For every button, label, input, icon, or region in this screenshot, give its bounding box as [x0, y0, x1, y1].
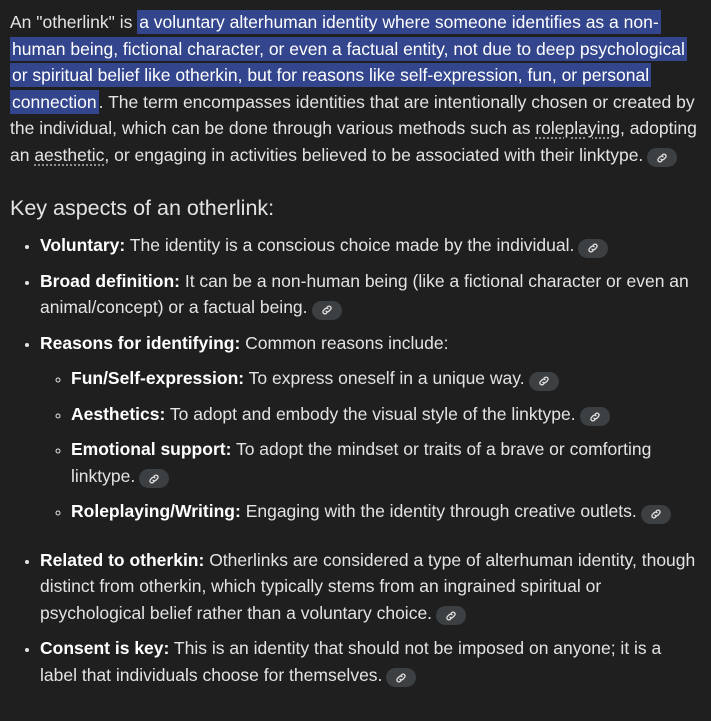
list-item-broad-definition [40, 268, 701, 321]
link-icon [321, 304, 333, 316]
list-item-emotional-support [71, 436, 701, 489]
source-link-button[interactable] [580, 407, 610, 426]
aspect-text: It can be a non-human being (like a fictional character or even an animal/concept) or a factual being. [40, 270, 689, 317]
source-link-button[interactable] [529, 372, 559, 391]
source-link-button[interactable] [641, 505, 671, 524]
list-item-reasons [40, 330, 701, 525]
aspect-term: Reasons for identifying: [40, 332, 241, 353]
aspect-text: This is an identity that should not be imposed on anyone; it is a label that individuals choose for themselves. [40, 638, 662, 685]
source-link-button[interactable] [647, 148, 677, 167]
aspect-term: Broad definition: [40, 270, 180, 291]
reason-term: Aesthetics: [71, 403, 166, 424]
link-icon [650, 508, 662, 520]
list-item-fun [71, 365, 701, 392]
reasons-sublist [40, 365, 701, 525]
link-icon [589, 411, 601, 423]
aspect-term: Voluntary: [40, 235, 126, 255]
aspect-text: The identity is a conscious choice made by the individual. [125, 235, 575, 255]
reason-text: To adopt the mindset or traits of a brave or comforting linktype. [71, 439, 652, 486]
source-link-button[interactable] [436, 606, 466, 625]
link-icon [538, 375, 550, 387]
aspect-text: Otherlinks are considered a type of alterhuman identity, though distinct from otherkin, which typically stems from an ingrained spiritual or psychological belief rather than a voluntary choice. [40, 549, 696, 623]
aspects-list [10, 232, 701, 688]
link-icon [395, 672, 407, 684]
intro-end: , or engaging in activities believed to be associated with their linktype. [104, 144, 644, 165]
reason-text: To express oneself in a unique way. [244, 368, 525, 388]
reason-text: To adopt and embody the visual style of the linktype. [165, 403, 576, 424]
section-heading: Key aspects of an otherlink: [10, 196, 275, 220]
list-item-roleplaying [71, 498, 701, 525]
list-item-related [40, 547, 701, 627]
highlighted-selection[interactable]: a voluntary alterhuman identity where someone identifies as a non-human being, fictional character, or even a factual entity, not due to deep psychological or spiritual belief like otherkin, but for reasons like self-expression, fun, or personal connection [12, 12, 685, 112]
link-icon [445, 610, 457, 622]
roleplaying-term[interactable]: roleplaying [535, 118, 620, 138]
source-link-button[interactable] [312, 301, 342, 320]
aspect-text: Common reasons include: [240, 332, 449, 353]
reason-term: Emotional support: [71, 439, 232, 459]
list-item-aesthetics [71, 401, 701, 428]
reason-term: Fun/Self-expression: [71, 368, 245, 388]
list-item-consent [40, 635, 701, 688]
aspect-term: Consent is key: [40, 638, 170, 658]
intro-prefix: An "otherlink" is [10, 12, 138, 32]
source-link-button[interactable] [386, 668, 416, 687]
link-icon [656, 152, 668, 164]
source-link-button[interactable] [139, 469, 169, 488]
intro-comma: , adopting an [10, 118, 697, 165]
link-icon [587, 242, 599, 254]
reason-term: Roleplaying/Writing: [71, 501, 241, 521]
reason-text: Engaging with the identity through creative outlets. [240, 501, 637, 521]
aesthetic-term[interactable]: aesthetic [34, 144, 105, 165]
intro-paragraph [10, 9, 701, 168]
aspect-term: Related to otherkin: [40, 549, 205, 570]
intro-middle: . The term encompasses identities that are intentionally chosen or created by the individual, which can be done through various methods such as [10, 91, 695, 138]
list-item-voluntary [40, 232, 701, 259]
link-icon [148, 473, 160, 485]
source-link-button[interactable] [578, 239, 608, 258]
